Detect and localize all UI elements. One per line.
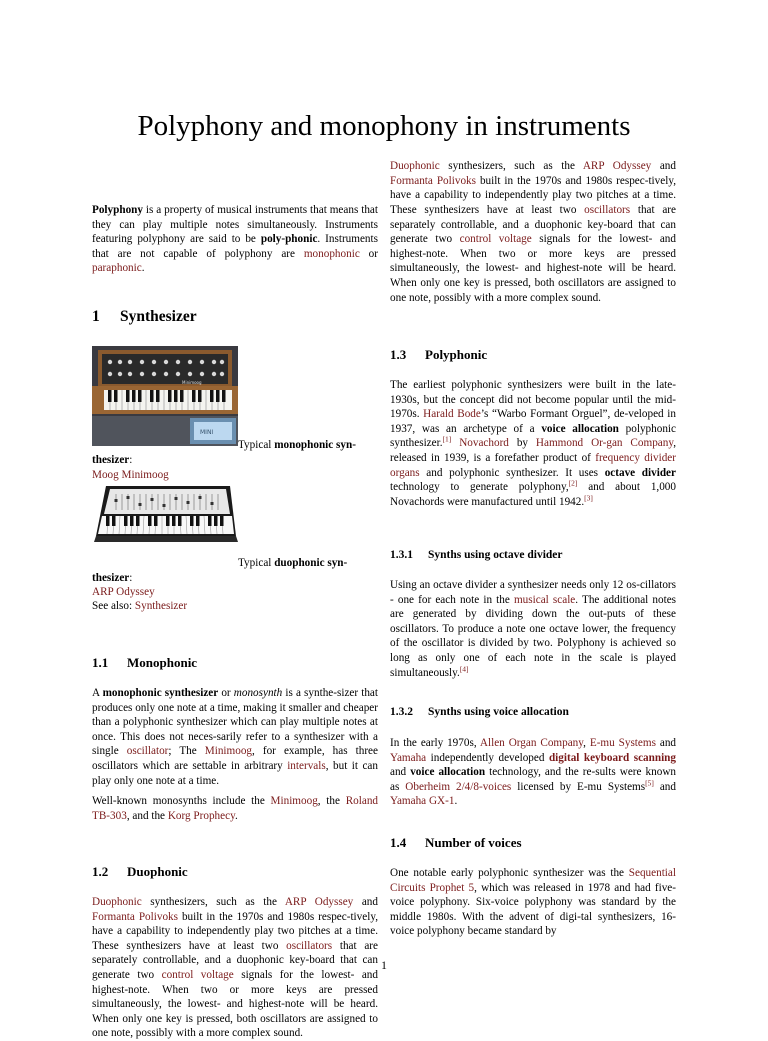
duophonic-link-cont[interactable]: Duophonic xyxy=(390,160,440,173)
duophonic-paragraph-continued: Duophonic synthesizers, such as the ARP Odyssey and Formanta Polivoks built in the 1970s and 1980s respec-tively, have a capability to independently play two pitches at a time. These synthesizers have at least two oscillators that are separately controllable, and a duophonic key-board that can generate two control voltage signals for the lowest- and highest-note. When two or more keys are pressed simultaneously, the lowest- and highest-note will be heard. When only one key is pressed, both oscillators are assigned to one note, possibly with a more complex sound. xyxy=(390,160,676,304)
novachord-link[interactable]: Novachord xyxy=(459,437,509,450)
octave-divider-text xyxy=(390,578,676,686)
hammond-organ-link[interactable]: Hammond Or-gan Company xyxy=(535,437,674,450)
ref-1[interactable]: [1] xyxy=(442,434,452,444)
moog-minimoog-link[interactable]: Moog Minimoog xyxy=(92,469,169,481)
formanta-polivoks-link[interactable]: Formanta Polivoks xyxy=(92,910,178,923)
arp-odyssey-text-link-cont[interactable]: ARP Odyssey xyxy=(582,160,652,173)
voice-allocation-text xyxy=(390,736,676,815)
prophet5-link[interactable]: Sequential Circuits Prophet 5 xyxy=(390,867,676,894)
oscillators-link-cont[interactable]: oscillators xyxy=(584,203,631,216)
harald-bode-link[interactable]: Harald Bode xyxy=(423,408,481,421)
control-voltage-link-cont[interactable]: control voltage xyxy=(459,233,532,246)
yamaha-gx1-link[interactable]: Yamaha GX-1 xyxy=(390,795,455,808)
section-number-of-voices-heading: 1.4 Number of voices xyxy=(390,835,522,850)
minimoog-link-2[interactable]: Minimoog xyxy=(270,795,318,808)
minimoog-image xyxy=(92,346,238,446)
page-title: Polyphony and monophony in instruments xyxy=(137,110,631,142)
musical-scale-link[interactable]: musical scale xyxy=(513,593,576,606)
number-of-voices-paragraph: One notable early polyphonic synthesizer was the Sequential Circuits Prophet 5, which was released in 1978 and had five-voice polyphony. Six-voice polyphony was standard by the middle 1980s. With the advent of digi-tal synthesizers, 16-voice polyphony became standard by xyxy=(390,867,676,938)
formanta-polivoks-link-cont[interactable]: Formanta Polivoks xyxy=(390,174,476,187)
yamaha-link[interactable]: Yamaha xyxy=(390,751,427,764)
section-octave-divider-heading: 1.3.1 Synths using octave divider xyxy=(390,549,563,561)
page-number: 1 xyxy=(381,960,387,972)
ref-4[interactable]: [4] xyxy=(459,663,469,673)
frequency-divider-organs-link[interactable]: frequency divider organs xyxy=(390,451,676,479)
oscillator-link[interactable]: oscillator xyxy=(126,745,169,758)
arp-odyssey-link[interactable]: ARP Odyssey xyxy=(92,586,155,598)
left-column xyxy=(92,203,378,282)
ref-5[interactable]: [5] xyxy=(645,778,654,788)
fig1-caption-line1: Typical monophonic syn- xyxy=(238,439,356,451)
duophonic-paragraph: Duophonic synthesizers, such as the ARP Odyssey and Formanta Polivoks built in the 1970s and 1980s respec-tively, have a capability to independently play two pitches at a time. These synthesizers have at least two oscillators that are separately controllable, and a duophonic key-board that can generate two control voltage signals for the lowest- and highest-note. When two or more keys are pressed simultaneously, the lowest- and highest-note will be heard. When only one key is pressed, both oscillators are assigned to one note, possibly with a more complex sound. xyxy=(92,896,378,1040)
ref-2[interactable]: [2] xyxy=(568,478,578,488)
arp-odyssey-image xyxy=(92,484,238,568)
section-monophonic-heading: 1.1 Monophonic xyxy=(92,655,198,670)
monophonic-link[interactable]: monophonic xyxy=(303,247,360,260)
duophonic-text xyxy=(92,895,378,1040)
monophonic-text xyxy=(92,686,378,829)
oberheim-link[interactable]: Oberheim 2/4/8-voices xyxy=(405,780,512,793)
voice-allocation-paragraph: In the early 1970s, Allen Organ Company, E-mu Systems and Yamaha independently developed digital keyboard scanning and voice allocation technology, and the re-sults were known as Oberheim 2/4/8-voices licensed by E-mu Systems[5] and Yamaha GX-1. xyxy=(390,737,677,808)
roland-tb303-link[interactable]: Roland TB-303 xyxy=(92,795,379,822)
intro-paragraph: Polyphony is a property of musical instruments that means that they can play multiple notes simultaneously. Instruments featuring polyphony are said to be poly-phonic. Instruments that are not capable of polyphony are monophonic or paraphonic. xyxy=(92,204,378,275)
oscillators-link[interactable]: oscillators xyxy=(286,939,333,952)
paraphonic-link[interactable]: paraphonic xyxy=(92,262,142,275)
duophonic-continuation xyxy=(390,160,676,320)
fig2-caption-line1: Typical duophonic syn- xyxy=(238,557,348,569)
section-polyphonic-heading: 1.3 Polyphonic xyxy=(390,347,488,362)
monophonic-paragraph-2: Well-known monosynths include the Minimoog, the Roland TB-303, and the Korg Prophecy. xyxy=(92,795,379,822)
monophonic-paragraph-1: A monophonic synthesizer or monosynth is a synthe-sizer that produces only one note at a time, making it smaller and cheaper than a polyphonic synthesizer which can play multiple notes at once. This does not neces-sarily refer to a synthesizer with a single oscillator; The Minimoog, for example, has three oscillators which are settable in arbitrary intervals, but it can play only one note at a time. xyxy=(92,687,378,787)
allen-organ-link[interactable]: Allen Organ Company xyxy=(479,737,584,749)
section-duophonic-heading: 1.2 Duophonic xyxy=(92,864,188,879)
section-voice-allocation-heading: 1.3.2 Synths using voice allocation xyxy=(390,706,569,718)
minimoog-link[interactable]: Minimoog xyxy=(204,745,253,758)
fig2-caption-line2: thesizer: xyxy=(92,572,133,584)
intervals-link[interactable]: intervals xyxy=(287,759,326,772)
see-also-line: See also: Synthesizer xyxy=(92,600,188,612)
control-voltage-link[interactable]: control voltage xyxy=(161,968,234,981)
polyphonic-text xyxy=(390,378,676,515)
section-synthesizer-heading: 1 Synthesizer xyxy=(92,308,197,325)
polyphonic-paragraph: The earliest polyphonic synthesizers were built in the late-1930s, but the concept did not become popular until the mid-1970s. Harald Bode’s “Warbo Formant Orguel”, de-veloped in 1937, was an archetype of a voice allocation polyphonic synthesizer.[1] Novachord by Hammond Or-gan Company, released in 1939, is a forefather product of frequency divider organs and polyphonic synthesizer. It uses octave divider technology to generate polyphony,[2] and about 1,000 Novachords were manufactured until 1942.[3] xyxy=(390,379,677,508)
octave-divider-paragraph: Using an octave divider a synthesizer needs only 12 os-cillators - one for each note in the musical scale. The additional notes are generated by dividing down the out-puts of these oscillators. To produce a note one octave lower, the frequency of the oscillator is divided by two. Polyphony is achieved so long as only one of each note in the scale is played simultaneously.[4] xyxy=(390,579,677,679)
number-of-voices-text xyxy=(390,866,676,945)
polyphony-term: Polyphony xyxy=(92,204,143,216)
arp-odyssey-text-link[interactable]: ARP Odyssey xyxy=(284,896,354,908)
see-also-synthesizer-link[interactable]: Synthesizer xyxy=(134,600,188,612)
minimoog-screen-text: MINI xyxy=(200,429,214,436)
emu-systems-link[interactable]: E-mu Systems xyxy=(589,737,656,749)
ref-3[interactable]: [3] xyxy=(584,493,593,503)
fig1-caption-line2: thesizer: xyxy=(92,454,133,466)
minimoog-panel-label: Minimoog xyxy=(182,380,202,385)
korg-prophecy-link[interactable]: Korg Prophecy xyxy=(167,809,235,822)
duophonic-link[interactable]: Duophonic xyxy=(92,896,142,908)
digital-keyboard-scanning-link[interactable]: digital keyboard scanning xyxy=(548,751,677,764)
